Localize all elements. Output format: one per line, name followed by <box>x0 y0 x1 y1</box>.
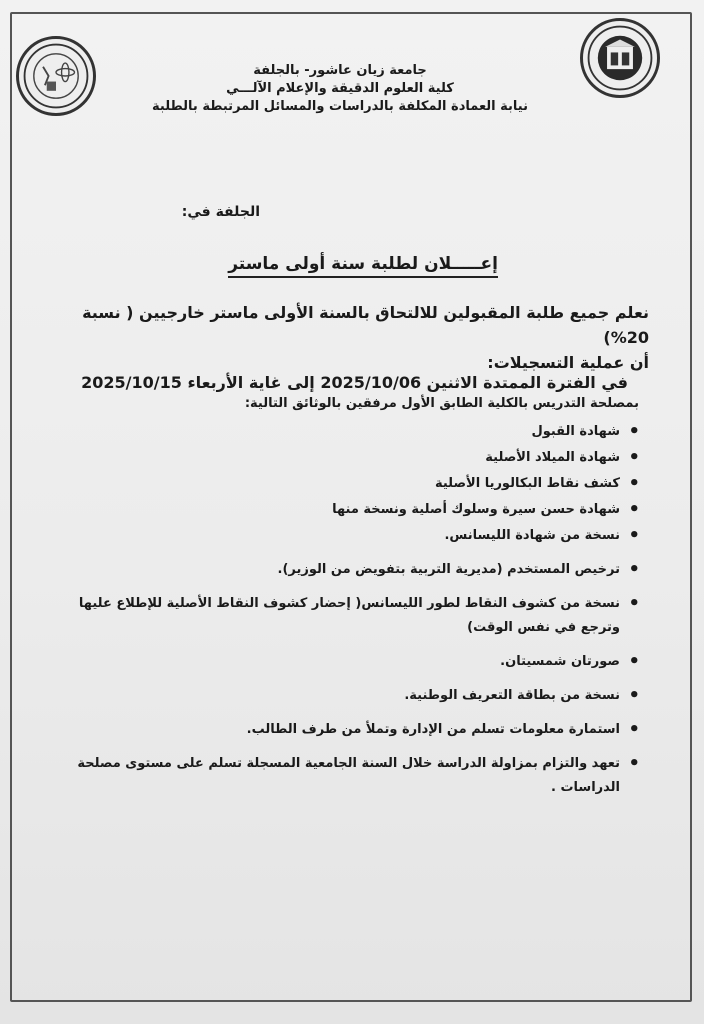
list-item: • كشف نقاط البكالوريا الأصلية <box>44 472 644 496</box>
list-item: • شهادة القبول <box>44 420 644 444</box>
deanship-name: نيابة العمادة المكلفة بالدراسات والمسائل المرتبطة بالطلبة <box>152 99 528 114</box>
faculty-name: كلية العلوم الدقيقة والإعلام الآلـــي <box>226 81 454 96</box>
list-item: • صورتان شمسيتان. <box>44 650 644 674</box>
required-documents-list <box>44 420 644 802</box>
intro-line-1: نعلم جميع طلبة المقبولين للالتحاق بالسنة الأولى ماستر خارجيين ( نسبة 20%) <box>82 303 649 347</box>
registration-period <box>44 372 644 414</box>
institution-header <box>120 62 560 116</box>
announcement-title: إعـــــلان لطلبة سنة أولى ماستر <box>228 254 498 278</box>
university-logo-icon <box>580 18 660 98</box>
list-item: • تعهد والتزام بمزاولة الدراسة خلال السنة الجامعية المسجلة تسلم على مستوى مصلحة الدراسات . <box>44 752 644 800</box>
list-item: • استمارة معلومات تسلم من الإدارة وتملأ من طرف الطالب. <box>44 718 644 742</box>
list-item: • ترخيص المستخدم (مديرية التربية بتفويض من الوزير). <box>44 558 644 582</box>
list-item: • شهادة حسن سيرة وسلوك أصلية ونسخة منها <box>44 498 644 522</box>
list-item: • شهادة الميلاد الأصلية <box>44 446 644 470</box>
list-item: • نسخة من بطاقة التعريف الوطنية. <box>44 684 644 708</box>
university-name: جامعة زيان عاشور- بالجلفة <box>253 63 427 78</box>
list-item: • نسخة من كشوف النقاط لطور الليسانس( إحضار كشوف النقاط الأصلية للإطلاع عليها وترجع في نفس الوقت) <box>44 592 644 640</box>
list-item: • نسخة من شهادة الليسانس. <box>44 524 644 548</box>
faculty-logo-icon <box>16 36 96 116</box>
place-date: الجلفة في: <box>181 204 260 220</box>
intro-line-2: أن عملية التسجيلات: <box>487 353 649 372</box>
period-dates: في الفترة الممتدة الاثنين 2025/10/06 إلى غاية الأربعاء 2025/10/15 <box>81 373 628 392</box>
intro-paragraph <box>49 300 649 375</box>
period-location: بمصلحة التدريس بالكلية الطابق الأول مرفقين بالوثائق التالية: <box>244 396 639 411</box>
